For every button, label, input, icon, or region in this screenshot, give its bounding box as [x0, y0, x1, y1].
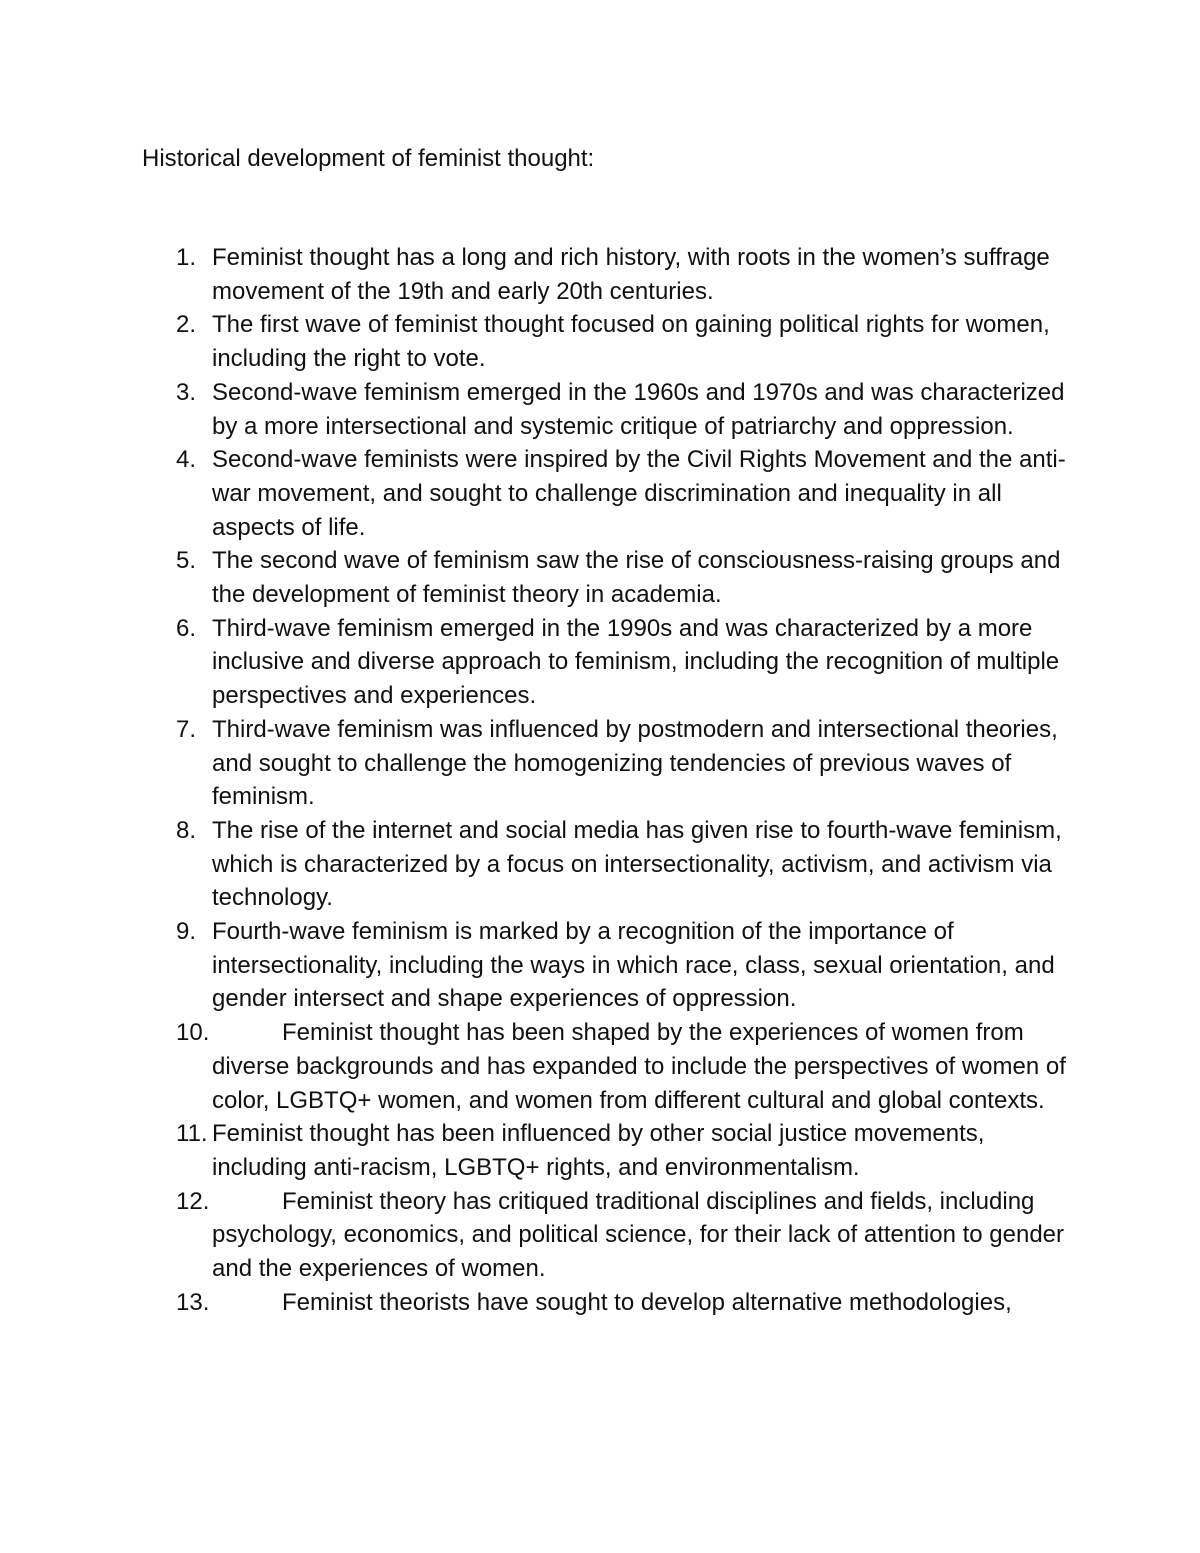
list-item [0, 443, 1072, 544]
list-item-text: Feminist thought has a long and rich history, with roots in the women’s suffrage movement of the 19th and early 20th centuries. [212, 244, 1050, 305]
list-item-number: 1. [176, 244, 197, 271]
list-item [0, 308, 1072, 375]
list-item [0, 713, 1072, 814]
list-item-number: 4. [176, 446, 197, 474]
list-item [0, 1117, 1072, 1184]
list-item [0, 241, 1072, 308]
list-item-number: 6. [176, 614, 197, 642]
list-item-number: 13. [176, 1288, 210, 1316]
list-item-number: 5. [176, 547, 197, 575]
list-item-text: The first wave of feminist thought focused on gaining political rights for women, including the right to vote. [212, 311, 1050, 373]
list-item-number: 11. [176, 1120, 208, 1148]
list-item-text: Second-wave feminists were inspired by the Civil Rights Movement and the anti-war movement, and sought to challenge discrimination and inequality in all aspects of life. [212, 446, 1066, 541]
list-item-text: The rise of the internet and social media has given rise to fourth-wave feminism, which is characterized by a focus on intersectionality, activism, and activism via technology. [212, 816, 1062, 912]
list-item-number: 7. [176, 715, 197, 743]
list-item [0, 544, 1072, 611]
list-item [0, 1016, 1072, 1117]
list-item-number: 9. [176, 918, 197, 946]
list-item-number: 8. [176, 816, 197, 844]
numbered-list [0, 241, 1200, 1320]
list-item [0, 814, 1072, 915]
list-item-text: Third-wave feminism emerged in the 1990s and was characterized by a more inclusive and diverse approach to feminism, including the recognition of multiple perspectives and experiences. [212, 614, 1060, 710]
list-item [0, 1185, 1072, 1286]
list-item-number: 3. [176, 378, 197, 406]
list-item-text: Feminist theorists have sought to develop alternative methodologies, [282, 1288, 1012, 1316]
list-item [0, 612, 1072, 713]
list-item [0, 915, 1072, 1016]
list-item-text: Feminist theory has critiqued traditional disciplines and fields, including psychology, economics, and political science, for their lack of attention to gender and the experiences of women. [212, 1187, 1065, 1283]
list-item-number: 2. [176, 311, 197, 339]
list-item-text: The second wave of feminism saw the rise of consciousness-raising groups and the development of feminist theory in academia. [212, 547, 1061, 609]
list-item-number: 12. [176, 1187, 210, 1215]
list-item-text: Feminist thought has been influenced by other social justice movements, including anti-racism, LGBTQ+ rights, and environmentalism. [212, 1120, 985, 1181]
document-title: Historical development of feminist thought: [142, 145, 595, 172]
list-item-text: Third-wave feminism was influenced by postmodern and intersectional theories, and sought to challenge the homogenizing tendencies of previous waves of feminism. [212, 715, 1058, 811]
list-item [0, 1286, 1072, 1320]
list-item-number: 10. [176, 1019, 210, 1047]
list-item [0, 376, 1072, 443]
list-item-text: Fourth-wave feminism is marked by a recognition of the importance of intersectionality, including the ways in which race, class, sexual orientation, and gender intersect and shape experiences of oppression. [212, 918, 1055, 1013]
list-item-text: Feminist thought has been shaped by the experiences of women from diverse backgrounds and has expanded to include the perspectives of women of color, LGBTQ+ women, and women from different cultural and global contexts. [212, 1019, 1066, 1114]
list-item-text: Second-wave feminism emerged in the 1960s and 1970s and was characterized by a more intersectional and systemic critique of patriarchy and oppression. [212, 378, 1065, 440]
